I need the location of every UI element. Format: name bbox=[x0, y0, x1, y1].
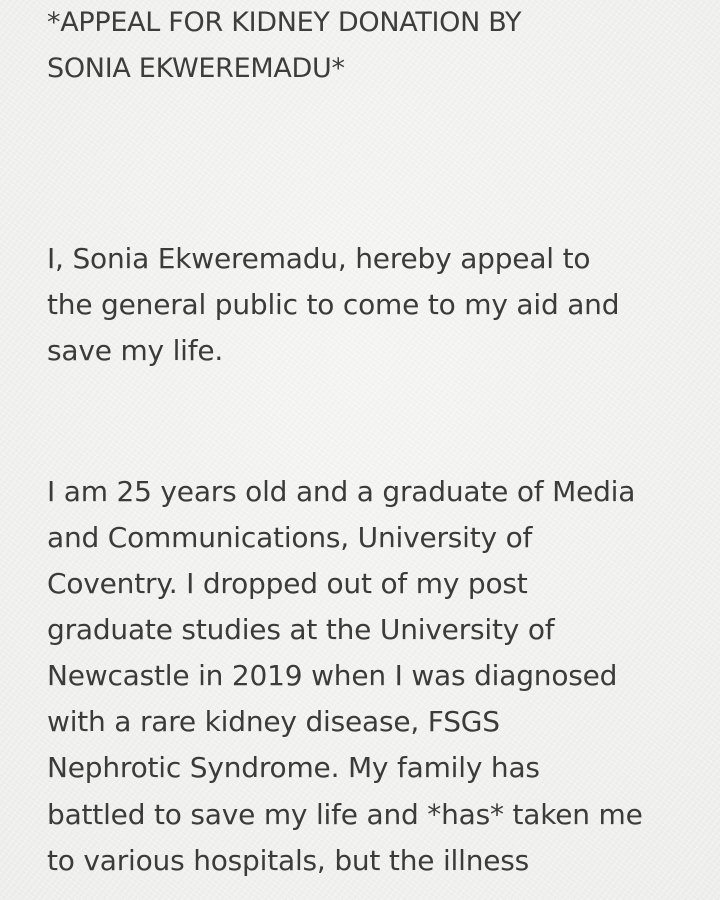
document-title-line-2: SONIA EKWEREMADU* bbox=[47, 53, 345, 84]
paragraph-2-line-5: Newcastle in 2019 when I was diagnosed bbox=[47, 659, 618, 692]
paragraph-1-line-3: save my life. bbox=[47, 334, 224, 367]
paragraph-2-line-9: to various hospitals, but the illness bbox=[47, 844, 530, 877]
paragraph-2-line-4: graduate studies at the University of bbox=[47, 613, 555, 646]
paragraph-2-line-7: Nephrotic Syndrome. My family has bbox=[47, 751, 540, 784]
paragraph-2-line-2: and Communications, University of bbox=[47, 521, 533, 554]
document-title-line-1: *APPEAL FOR KIDNEY DONATION BY bbox=[47, 7, 522, 38]
paragraph-2-line-1: I am 25 years old and a graduate of Media bbox=[47, 475, 636, 508]
paragraph-2-line-6: with a rare kidney disease, FSGS bbox=[47, 705, 500, 738]
paragraph-1-line-1: I, Sonia Ekweremadu, hereby appeal to bbox=[47, 242, 591, 275]
paragraph-1-line-2: the general public to come to my aid and bbox=[47, 288, 620, 321]
paragraph-2-line-8: battled to save my life and *has* taken me bbox=[47, 798, 643, 831]
paragraph-2-line-3: Coventry. I dropped out of my post bbox=[47, 567, 528, 600]
